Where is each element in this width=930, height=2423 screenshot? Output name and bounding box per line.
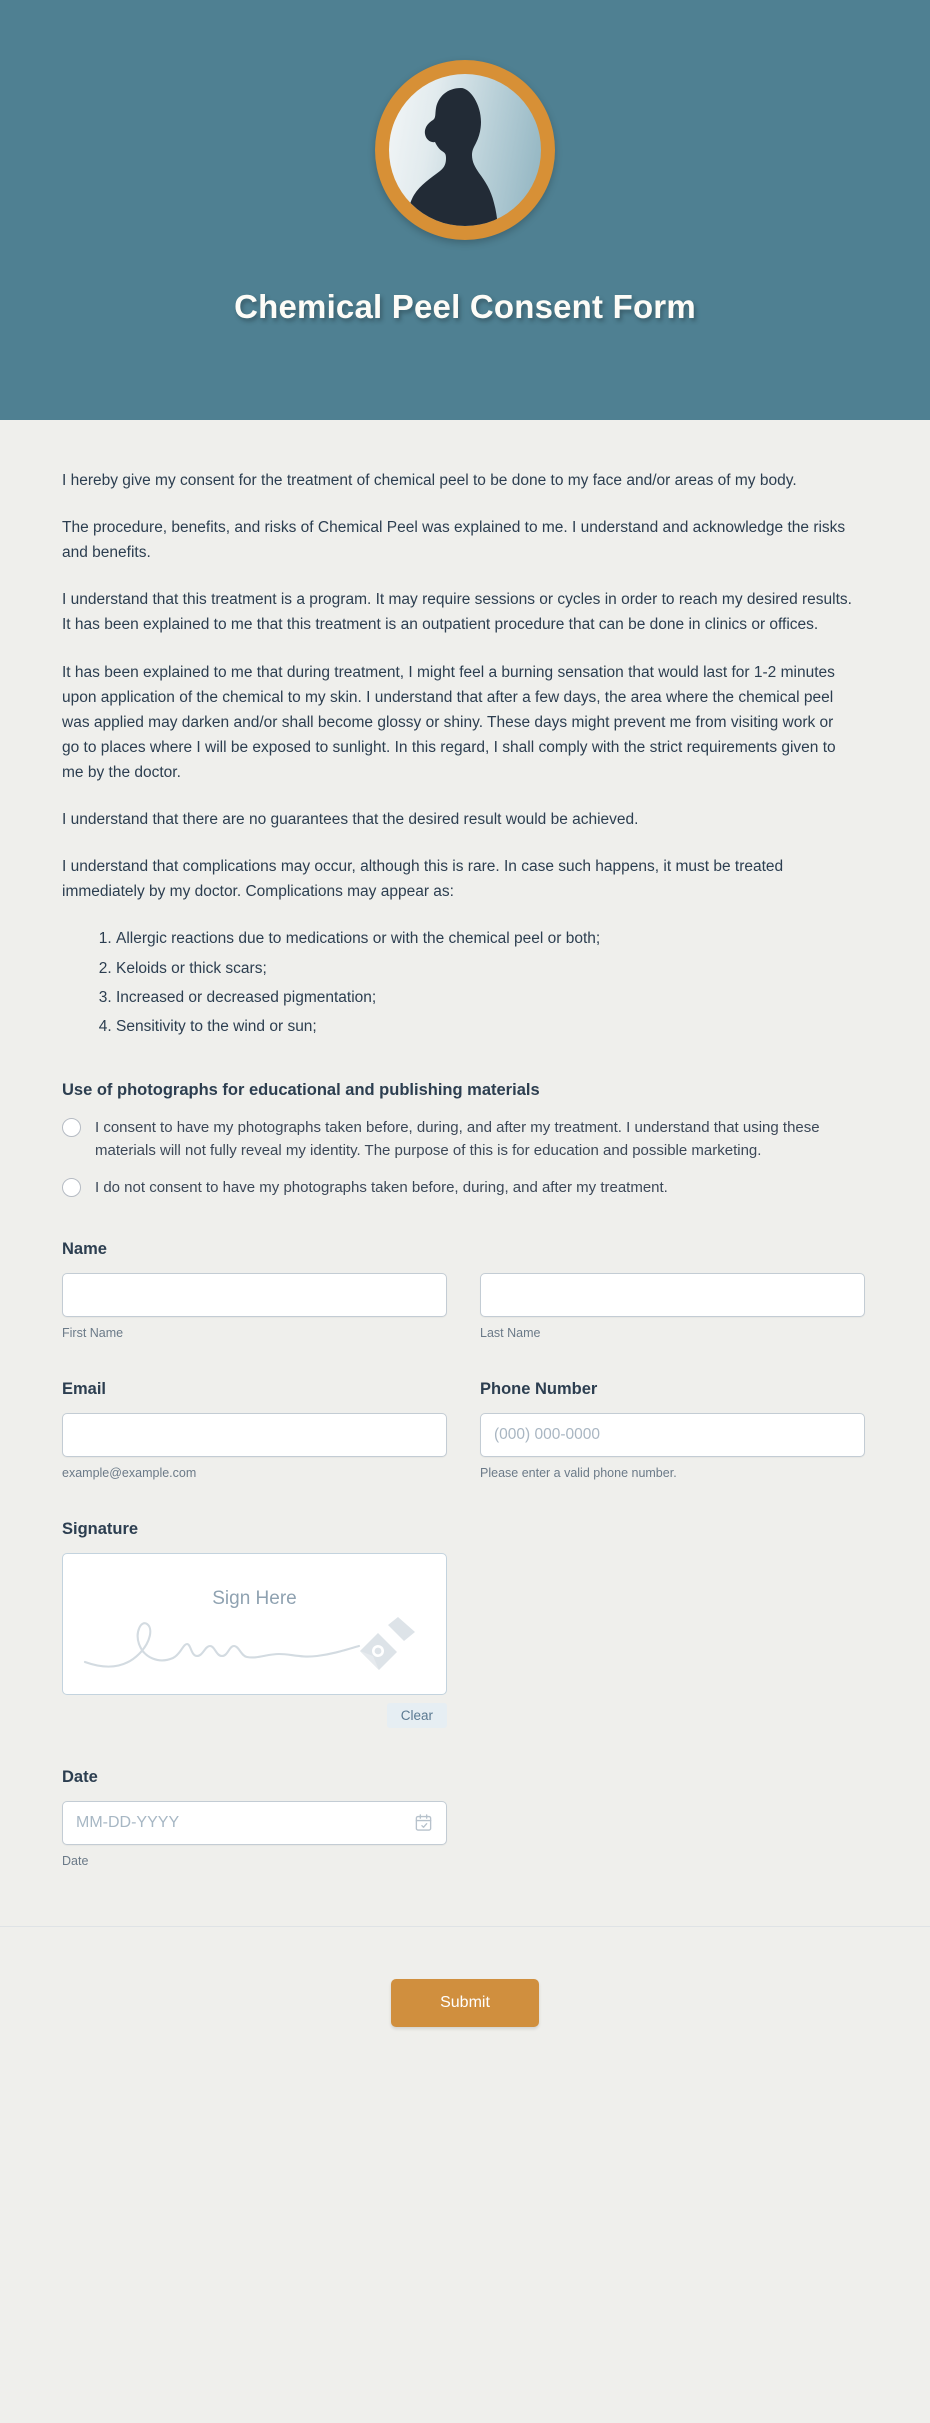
list-item: 2. Keloids or thick scars; [116,956,866,981]
name-field-block [62,1240,868,1340]
photo-consent-heading: Use of photographs for educational and publishing materials [62,1080,540,1099]
phone-sublabel: Please enter a valid phone number. [480,1465,677,1480]
list-item: 1. Allergic reactions due to medications or with the chemical peel or both; [116,926,866,951]
logo-container [375,60,555,240]
name-label: Name [62,1239,107,1258]
photo-consent-section [62,1081,868,1200]
page-title: Chemical Peel Consent Form [234,288,696,325]
consent-paragraph: I hereby give my consent for the treatment of chemical peel to be done to my face and/or areas of my body. [62,472,797,489]
phone-input[interactable] [480,1413,865,1457]
date-sublabel: Date [62,1853,89,1868]
calendar-icon[interactable] [414,1813,433,1832]
consent-paragraph: I understand that this treatment is a program. It may require sessions or cycles in order to reach my desired results. It has been explained to me that this treatment is an outpatient procedure that can be done in clinics or offices. [62,591,852,634]
signature-clear-row [62,1703,447,1728]
radio-option-consent[interactable] [62,1116,862,1163]
signature-label: Signature [62,1519,139,1538]
date-input[interactable] [62,1801,447,1845]
date-placeholder: MM-DD-YYYY [76,1813,180,1831]
email-sublabel: example@example.com [62,1465,197,1480]
consent-paragraph: I understand that complications may occur, although this is rare. In case such happens, it must be treated immediately by my doctor. Complications may appear as: [62,858,784,901]
sign-here-label: Sign Here [212,1587,297,1609]
email-input[interactable] [62,1413,447,1457]
consent-paragraph: The procedure, benefits, and risks of Chemical Peel was explained to me. I understand and acknowledge the risks and benefits. [62,519,846,562]
signature-squiggle-icon [77,1610,432,1680]
radio-button-icon[interactable] [62,1178,81,1197]
pen-nib-icon [360,1617,415,1670]
radio-option-no-consent[interactable] [62,1176,862,1199]
radio-button-icon[interactable] [62,1118,81,1137]
consent-paragraph: It has been explained to me that during treatment, I might feel a burning sensation that would last for 1-2 minutes upon application of the chemical to my skin. I understand that after a few days, the area where the chemical peel was applied may darken and/or shall become glossy or shiny. These days might prevent me from visiting work or go to places where I will be exposed to sunlight. In this regard, I shall comply with the strict requirements given to me by the doctor. [62,663,836,781]
list-item: 3. Increased or decreased pigmentation; [116,985,866,1010]
first-name-sublabel: First Name [62,1325,124,1340]
complications-list [96,926,866,1038]
phone-placeholder: (000) 000-0000 [494,1425,600,1443]
radio-option-label: I consent to have my photographs taken before, during, and after my treatment. I understand that using these materials will not fully reveal my identity. The purpose of this is for education and possible marketing. [95,1118,820,1160]
form-footer [0,1926,930,2087]
signature-hint-wrap [63,1588,446,1610]
phone-label: Phone Number [480,1379,598,1398]
contact-field-block [62,1380,868,1480]
radio-option-label: I do not consent to have my photographs taken before, during, and after my treatment. [95,1179,668,1197]
list-item: 4. Sensitivity to the wind or sun; [116,1014,866,1039]
submit-button[interactable]: Submit [391,1979,539,2027]
logo-ring [375,60,555,240]
signature-canvas[interactable] [62,1553,447,1695]
date-label: Date [62,1767,98,1786]
form-body [0,420,930,1868]
consent-paragraph: I understand that there are no guarantees that the desired result would be achieved. [62,811,639,829]
last-name-sublabel: Last Name [480,1325,541,1340]
clear-signature-button[interactable]: Clear [387,1703,447,1728]
email-label: Email [62,1379,107,1398]
first-name-input[interactable] [62,1273,447,1317]
woman-profile-silhouette-logo [389,74,541,226]
form-header [0,0,930,420]
last-name-input[interactable] [480,1273,865,1317]
signature-field-block [62,1520,868,1728]
date-field-block [62,1768,868,1868]
